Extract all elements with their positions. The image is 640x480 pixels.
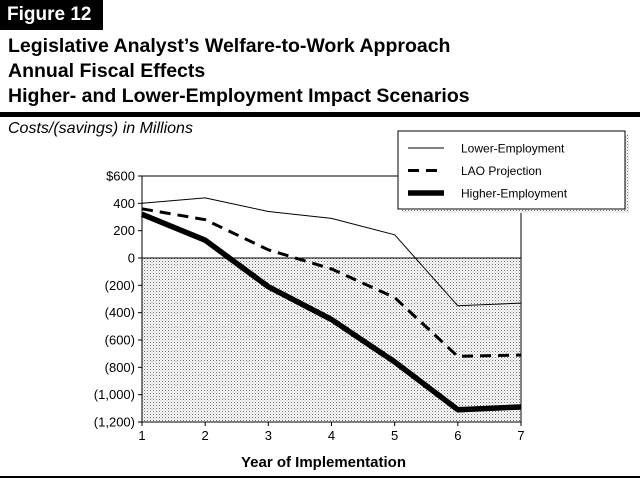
x-tick-label: 3	[264, 428, 272, 443]
y-tick-label: (800)	[104, 359, 135, 375]
y-tick-label: $600	[106, 168, 135, 184]
y-tick-label: (1,000)	[93, 387, 135, 403]
title-line-2: Annual Fiscal Effects	[8, 60, 206, 82]
y-tick-label: (1,200)	[93, 414, 135, 430]
x-tick-label: 1	[138, 428, 146, 443]
negative-region-shading	[142, 258, 521, 422]
legend-label-2: LAO Projection	[461, 164, 542, 178]
legend-label-3: Higher-Employment	[461, 186, 568, 201]
y-axis-caption: Costs/(savings) in Millions	[8, 120, 193, 137]
x-tick-label: 5	[391, 428, 399, 443]
x-tick-label: 2	[201, 428, 209, 443]
y-tick-label: (600)	[104, 332, 135, 348]
y-tick-label: (200)	[104, 277, 135, 293]
y-tick-label: (400)	[104, 305, 135, 321]
legend-label-1: Lower-Employment	[461, 141, 565, 156]
x-tick-label: 7	[517, 428, 525, 443]
bottom-rule	[0, 476, 640, 478]
y-tick-label: 0	[127, 250, 135, 266]
x-tick-label: 6	[454, 428, 462, 443]
x-axis-label: Year of Implementation	[240, 454, 407, 471]
title-line-1: Legislative Analyst’s Welfare-to-Work Approach	[8, 35, 451, 57]
title-line-3: Higher- and Lower-Employment Impact Scenarios	[8, 85, 470, 107]
y-tick-label: 400	[113, 195, 135, 211]
y-tick-label: 200	[113, 223, 135, 239]
figure-label: Figure 12	[0, 0, 103, 30]
x-tick-label: 4	[327, 428, 336, 443]
